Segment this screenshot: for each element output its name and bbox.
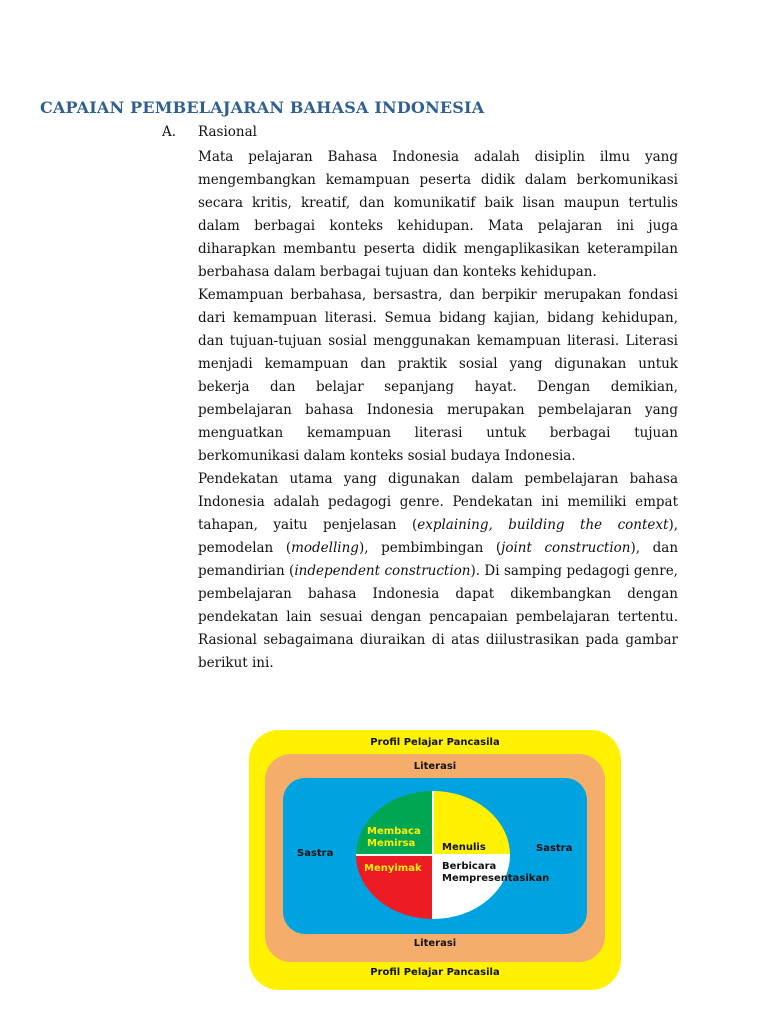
sastra-right-label: Sastra	[536, 843, 573, 854]
quadrant-label-membaca-memirsa	[367, 826, 421, 850]
term-explaining: explaining, building the context	[417, 517, 669, 533]
paragraph-3-text: ), pemodelan (	[198, 517, 678, 556]
paragraph-3-text: Pendekatan utama yang digunakan dalam pembelajaran bahasa Indonesia adalah pedagogi genre. Pendekatan ini memiliki empat tahapan, yaitu penjelasan (	[198, 471, 678, 533]
mid-bottom-label: Literasi	[413, 938, 457, 949]
literacy-diagram	[249, 730, 621, 990]
quadrant-label-menulis	[442, 842, 486, 854]
label-menulis: Menulis	[442, 842, 486, 853]
paragraph-2: Kemampuan berbahasa, bersastra, dan berpikir merupakan fondasi dari kemampuan literasi. Semua bidang kajian, bidang kehidupan, dan tujuan-tujuan sosial menggunakan kemampuan literasi. Literasi menjadi kemampuan dan praktik sosial yang digunakan untuk bekerja dan belajar sepanjang hayat. Dengan demikian, pembelajaran bahasa Indonesia merupakan pembelajaran yang menguatkan kemampuan literasi untuk berbagai tujuan berkomunikasi dalam konteks sosial budaya Indonesia.	[198, 287, 678, 464]
paragraph-1: Mata pelajaran Bahasa Indonesia adalah disiplin ilmu yang mengembangkan kemampuan peserta didik dalam berkomunikasi secara kritis, kreatif, dan komunikatif baik lisan maupun tertulis dalam berbagai konteks kehidupan. Mata pelajaran ini juga diharapkan membantu peserta didik mengaplikasikan keterampilan berbahasa dalam berbagai tujuan dan konteks kehidupan.	[198, 149, 678, 280]
paragraph-3-text: ), dan pemandirian (	[198, 540, 679, 579]
body-text	[198, 146, 678, 675]
quadrant-label-berbicara	[429, 861, 549, 885]
term-joint-construction: joint construction	[501, 540, 631, 556]
label-memirsa: Memirsa	[367, 838, 416, 849]
outer-top-label: Profil Pelajar Pancasila	[370, 737, 500, 748]
paragraph-3	[198, 468, 678, 675]
skills-pie	[249, 730, 621, 990]
paragraph-3-text: ), pembimbingan (	[358, 540, 502, 556]
section-heading: Rasional	[198, 124, 257, 140]
label-membaca: Membaca	[367, 826, 421, 837]
label-mempresentasikan: Mempresentasikan	[442, 873, 550, 884]
sastra-left-label: Sastra	[297, 848, 334, 859]
label-menyimak: Menyimak	[364, 863, 422, 874]
page-title: CAPAIAN PEMBELAJARAN BAHASA INDONESIA	[40, 98, 485, 117]
term-modelling: modelling	[291, 540, 359, 556]
term-independent-construction: independent construction	[294, 563, 471, 579]
mid-top-label: Literasi	[413, 761, 457, 772]
paragraph-3-text: ). Di samping pedagogi genre, pembelajaran bahasa Indonesia dapat dikembangkan dengan pendekatan lain sesuai dengan pencapaian pembelajaran tertentu. Rasional sebagaimana diuraikan di atas diilustrasikan pada gambar berikut ini.	[198, 563, 678, 671]
outer-bottom-label: Profil Pelajar Pancasila	[370, 967, 500, 978]
quadrant-label-menyimak	[364, 863, 422, 875]
label-berbicara: Berbicara	[442, 861, 497, 872]
section-letter: A.	[162, 124, 177, 140]
